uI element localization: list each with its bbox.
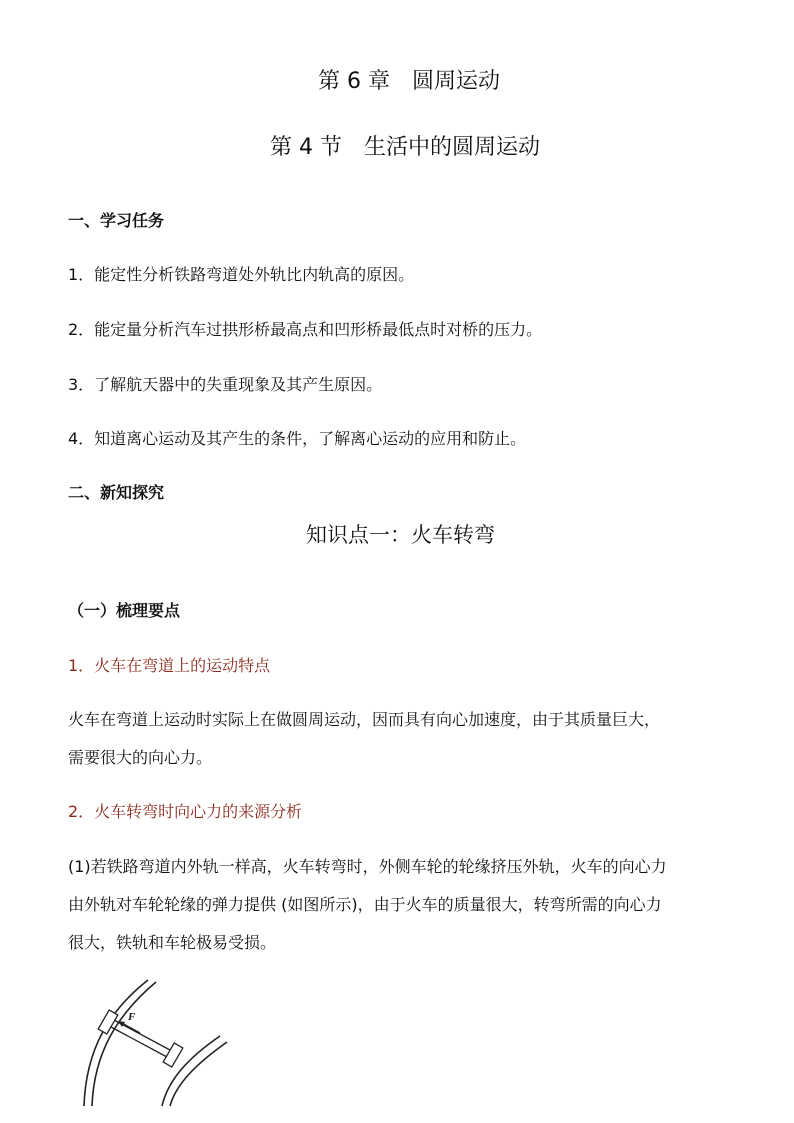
task-item: 3．了解航天器中的失重现象及其产生原因。 [68, 375, 383, 394]
rail-curve-diagram [78, 978, 228, 1108]
outer-wheel [98, 1010, 118, 1034]
force-label: F [128, 1011, 136, 1023]
paragraph-line: 很大，铁轨和车轮极易受损。 [68, 933, 277, 952]
task-item: 2．能定量分析汽车过拱形桥最高点和凹形桥最低点时对桥的压力。 [68, 320, 543, 339]
task-item: 1．能定性分析铁路弯道处外轨比内轨高的原因。 [68, 265, 415, 284]
task-item: 4．知道离心运动及其产生的条件，了解离心运动的应用和防止。 [68, 429, 527, 448]
point1-title: 1．火车在弯道上的运动特点 [68, 656, 271, 675]
part2-heading: 二、新知探究 [68, 483, 165, 502]
paragraph-line: 需要很大的向心力。 [68, 748, 213, 767]
part1-heading: 一、学习任务 [68, 211, 165, 230]
paragraph-line: (1)若铁路弯道内外轨一样高，火车转弯时，外侧车轮的轮缘挤压外轨，火车的向心力 [68, 857, 667, 876]
sub-heading: （一）梳理要点 [68, 601, 181, 620]
paragraph-line: 火车在弯道上运动时实际上在做圆周运动，因而具有向心加速度，由于其质量巨大， [68, 710, 661, 729]
paragraph-line: 由外轨对车轮轮缘的弹力提供 (如图所示)，由于火车的质量很大，转弯所需的向心力 [68, 895, 662, 914]
point2-title: 2．火车转弯时向心力的来源分析 [68, 802, 303, 821]
chapter-title: 第 6 章 圆周运动 [318, 69, 500, 94]
section-title: 第 4 节 生活中的圆周运动 [270, 135, 540, 160]
knowledge-point-title: 知识点一：火车转弯 [306, 523, 495, 547]
rail-curve-figure [78, 978, 228, 1112]
inner-wheel [163, 1043, 183, 1067]
